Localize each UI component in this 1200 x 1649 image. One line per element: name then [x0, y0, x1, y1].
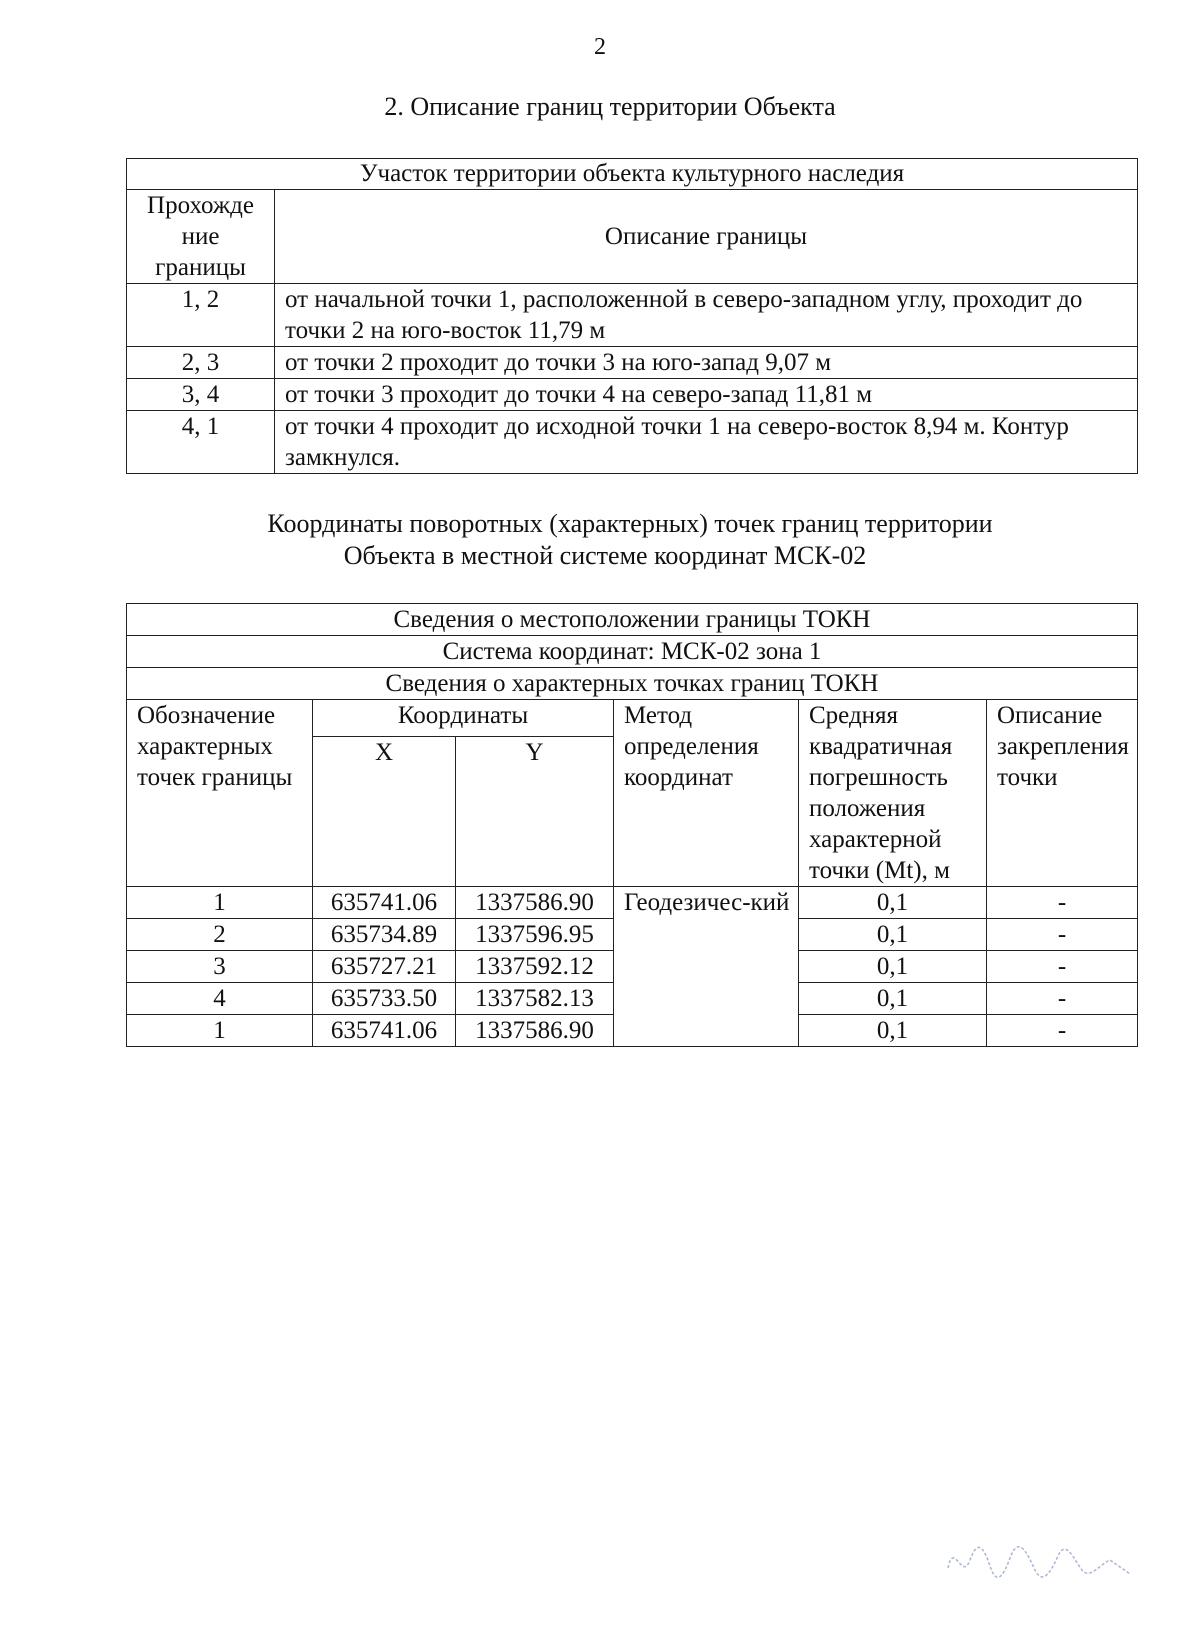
x-cell: 635733.50	[313, 983, 456, 1015]
y-cell: 1337582.13	[456, 983, 614, 1015]
col-passage-line: границы	[155, 254, 246, 281]
fixing-cell: -	[987, 919, 1138, 951]
boundary-caption: Участок территории объекта культурного наследия	[127, 159, 1138, 190]
fixing-cell: -	[987, 951, 1138, 983]
x-cell: 635734.89	[313, 919, 456, 951]
col-description-header: Описание границы	[275, 190, 1138, 284]
coords-header-points: Сведения о характерных точках границ ТОКН	[127, 668, 1138, 700]
y-cell: 1337586.90	[456, 887, 614, 919]
coords-table	[126, 603, 1138, 1047]
description-cell: от начальной точки 1, расположенной в северо-западном углу, проходит до точки 2 на юго-восток 11,79 м	[275, 284, 1138, 347]
coords-header-row-2	[127, 636, 1138, 668]
fixing-cell: -	[987, 1015, 1138, 1047]
error-cell: 0,1	[799, 919, 987, 951]
passage-cell: 2, 3	[127, 347, 275, 379]
fixing-cell: -	[987, 887, 1138, 919]
description-cell: от точки 4 проходит до исходной точки 1 на северо-восток 8,94 м. Контур замкнулся.	[275, 411, 1138, 474]
boundary-header-row	[127, 190, 1138, 284]
error-cell: 0,1	[799, 887, 987, 919]
table-row	[127, 347, 1138, 379]
passage-cell: 1, 2	[127, 284, 275, 347]
error-cell: 0,1	[799, 951, 987, 983]
point-cell: 1	[127, 1015, 313, 1047]
page-number: 2	[594, 34, 606, 60]
col-passage-line: ние	[181, 223, 220, 250]
y-cell: 1337596.95	[456, 919, 614, 951]
signature-icon	[940, 1530, 1140, 1590]
x-cell: 635727.21	[313, 951, 456, 983]
coords-column-header-row	[127, 700, 1138, 737]
col-coords-header: Координаты	[313, 700, 614, 737]
coords-header-row-1	[127, 604, 1138, 636]
error-cell: 0,1	[799, 1015, 987, 1047]
point-cell: 2	[127, 919, 313, 951]
col-fixing-header: Описание закрепления точки	[987, 700, 1138, 887]
description-cell: от точки 2 проходит до точки 3 на юго-запад 9,07 м	[275, 347, 1138, 379]
x-cell: 635741.06	[313, 1015, 456, 1047]
description-cell: от точки 3 проходит до точки 4 на северо-запад 11,81 м	[275, 379, 1138, 411]
fixing-cell: -	[987, 983, 1138, 1015]
col-method-header: Метод определения координат	[614, 700, 799, 887]
section-title: 2. Описание границ территории Объекта	[384, 92, 836, 121]
passage-cell: 3, 4	[127, 379, 275, 411]
point-cell: 1	[127, 887, 313, 919]
col-passage-line: Прохожде	[147, 192, 254, 219]
col-point-header: Обозначение характерных точек границы	[127, 700, 313, 887]
point-cell: 3	[127, 951, 313, 983]
coords-title	[0, 508, 1200, 572]
boundary-caption-row	[127, 159, 1138, 190]
col-y-header: Y	[456, 737, 614, 887]
coords-title-line2: Объекта в местной системе координат МСК-02	[343, 541, 867, 570]
point-cell: 4	[127, 983, 313, 1015]
table-row	[127, 411, 1138, 474]
table-row	[127, 379, 1138, 411]
col-passage-header	[127, 190, 275, 284]
coords-header-system: Система координат: МСК-02 зона 1	[127, 636, 1138, 668]
table-row	[127, 284, 1138, 347]
table-row	[127, 887, 1138, 919]
x-cell: 635741.06	[313, 887, 456, 919]
boundary-table	[126, 158, 1138, 474]
col-error-header: Средняя квадратичная погрешность положения характерной точки (Mt), м	[799, 700, 987, 887]
y-cell: 1337592.12	[456, 951, 614, 983]
y-cell: 1337586.90	[456, 1015, 614, 1047]
coords-header-row-3	[127, 668, 1138, 700]
col-x-header: X	[313, 737, 456, 887]
coords-title-line1: Координаты поворотных (характерных) точек границ территории	[267, 509, 993, 538]
passage-cell: 4, 1	[127, 411, 275, 474]
method-cell: Геодезичес-кий	[614, 887, 799, 1047]
coords-header-location: Сведения о местоположении границы ТОКН	[127, 604, 1138, 636]
error-cell: 0,1	[799, 983, 987, 1015]
